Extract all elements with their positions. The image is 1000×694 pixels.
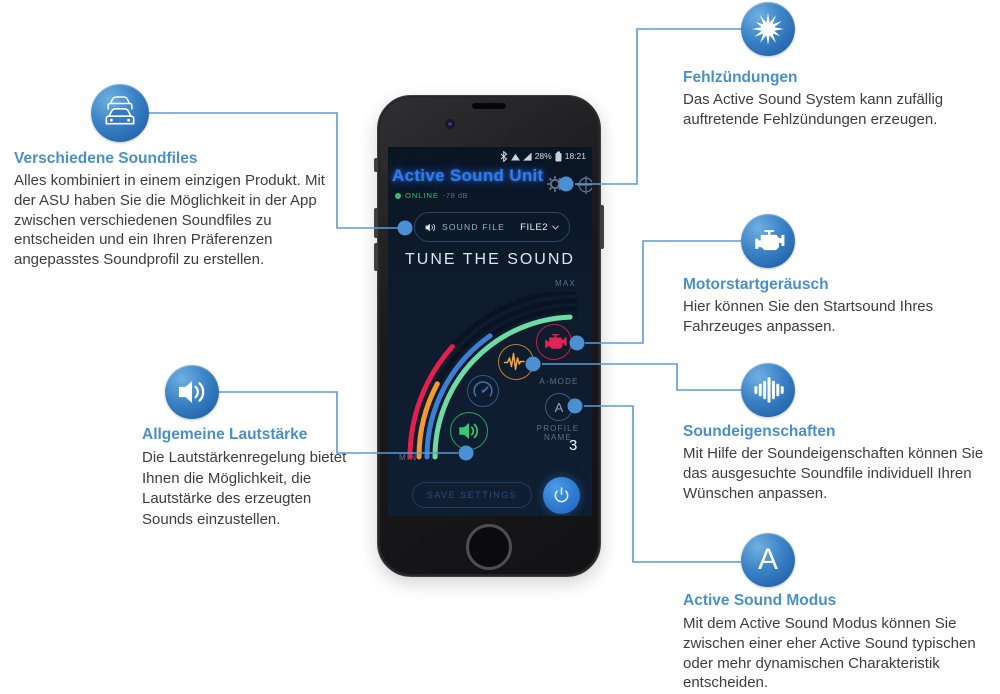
letter-a-icon: A [757, 543, 778, 576]
profile-name-value: 3 [569, 437, 578, 454]
speedometer-button[interactable] [467, 375, 499, 407]
speaker-small-icon [425, 222, 436, 233]
active-sound-modus-title: Active Sound Modus [683, 592, 837, 609]
min-label: MIN [399, 453, 418, 462]
speaker-icon [174, 376, 210, 408]
engine-start-button[interactable] [536, 324, 572, 360]
connection-status [395, 191, 468, 200]
status-bar [500, 150, 586, 162]
sound-bars-icon [751, 375, 785, 405]
lautstaerke-body: Die Lautstärkenregelung bietet Ihnen die Möglichkeit, die Lautstärke des erzeugten Sounds einzustellen. [142, 449, 347, 528]
sound-file-label: SOUND FILE [442, 222, 506, 232]
app-power-button[interactable] [543, 477, 580, 514]
bluetooth-icon [500, 151, 508, 162]
motorstart-badge [741, 214, 795, 268]
fehlzuendungen-title: Fehlzündungen [683, 69, 798, 86]
front-camera [445, 119, 455, 129]
soundeigenschaften-body: Mit Hilfe der Soundeigenschaften können Sie das ausgesuchte Soundfile individuell Ihren Wünschen anpassen. [683, 445, 984, 502]
app-screen [388, 147, 592, 516]
soundwave-icon [503, 351, 530, 373]
lautstaerke-badge [165, 365, 219, 419]
spark-burst-icon [750, 11, 786, 47]
save-settings-button[interactable]: SAVE SETTINGS [412, 482, 532, 508]
battery-icon [555, 151, 562, 162]
tune-heading: TUNE THE SOUND [405, 251, 575, 268]
lautstaerke-title: Allgemeine Lautstärke [142, 426, 308, 443]
soundfiles-badge [91, 84, 149, 142]
signal-icon [523, 152, 532, 161]
sound-file-selector[interactable] [414, 212, 570, 242]
max-label: MAX [555, 279, 576, 288]
earpiece-speaker [472, 103, 506, 109]
active-sound-modus-body: Mit dem Active Sound Modus können Sie zwischen einer eher Active Sound typischen oder mehr dynamischen Charakteristik entscheiden. [683, 615, 976, 692]
soundfiles-title: Verschiedene Soundfiles [14, 150, 198, 167]
active-sound-modus-badge [741, 533, 795, 587]
speedometer-icon [472, 380, 494, 402]
fehlzuendungen-badge [741, 2, 795, 56]
engine-small-icon [542, 332, 567, 352]
battery-percent: 28% [534, 151, 552, 161]
home-button[interactable] [466, 524, 512, 570]
motorstart-body: Hier können Sie den Startsound Ihres Fahrzeuges anpassen. [683, 298, 934, 335]
wifi-icon [511, 152, 520, 161]
fehlzuendungen-body: Das Active Sound System kann zufällig auftretende Fehlzündungen erzeugen. [683, 91, 944, 128]
motorstart-title: Motorstartgeräusch [683, 276, 829, 293]
soundfiles-body: Alles kombiniert in einem einzigen Produkt. Mit der ASU haben Sie die Möglichkeit in der App zwischen verschiedenen Soundfiles zu entscheiden und ein Ihren Präferenzen angepasstes Soundprofil zu erstellen. [14, 172, 325, 269]
soundwave-button[interactable] [498, 344, 534, 380]
phone [377, 95, 601, 577]
engine-icon [751, 227, 785, 255]
profile-name-label: PROFILE NAME [536, 424, 580, 442]
a-mode-button[interactable]: A [545, 393, 573, 421]
speaker-green-icon [456, 419, 482, 443]
db-level: -78 dB [442, 191, 469, 200]
soundeigenschaften-title: Soundeigenschaften [683, 423, 836, 440]
settings-gear-icon[interactable] [546, 175, 564, 193]
a-mode-label: A-MODE [539, 377, 579, 386]
add-profile-icon[interactable] [576, 175, 592, 195]
soundeigenschaften-badge [741, 363, 795, 417]
power-icon [553, 487, 570, 504]
cars-icon [101, 95, 139, 131]
online-label: ONLINE [405, 191, 439, 200]
app-title: Active Sound Unit [392, 166, 544, 185]
chevron-down-icon [552, 225, 559, 230]
sound-file-value: FILE2 [520, 222, 559, 233]
clock: 18:21 [564, 151, 586, 161]
online-dot [395, 193, 401, 199]
volume-button[interactable] [450, 412, 488, 450]
